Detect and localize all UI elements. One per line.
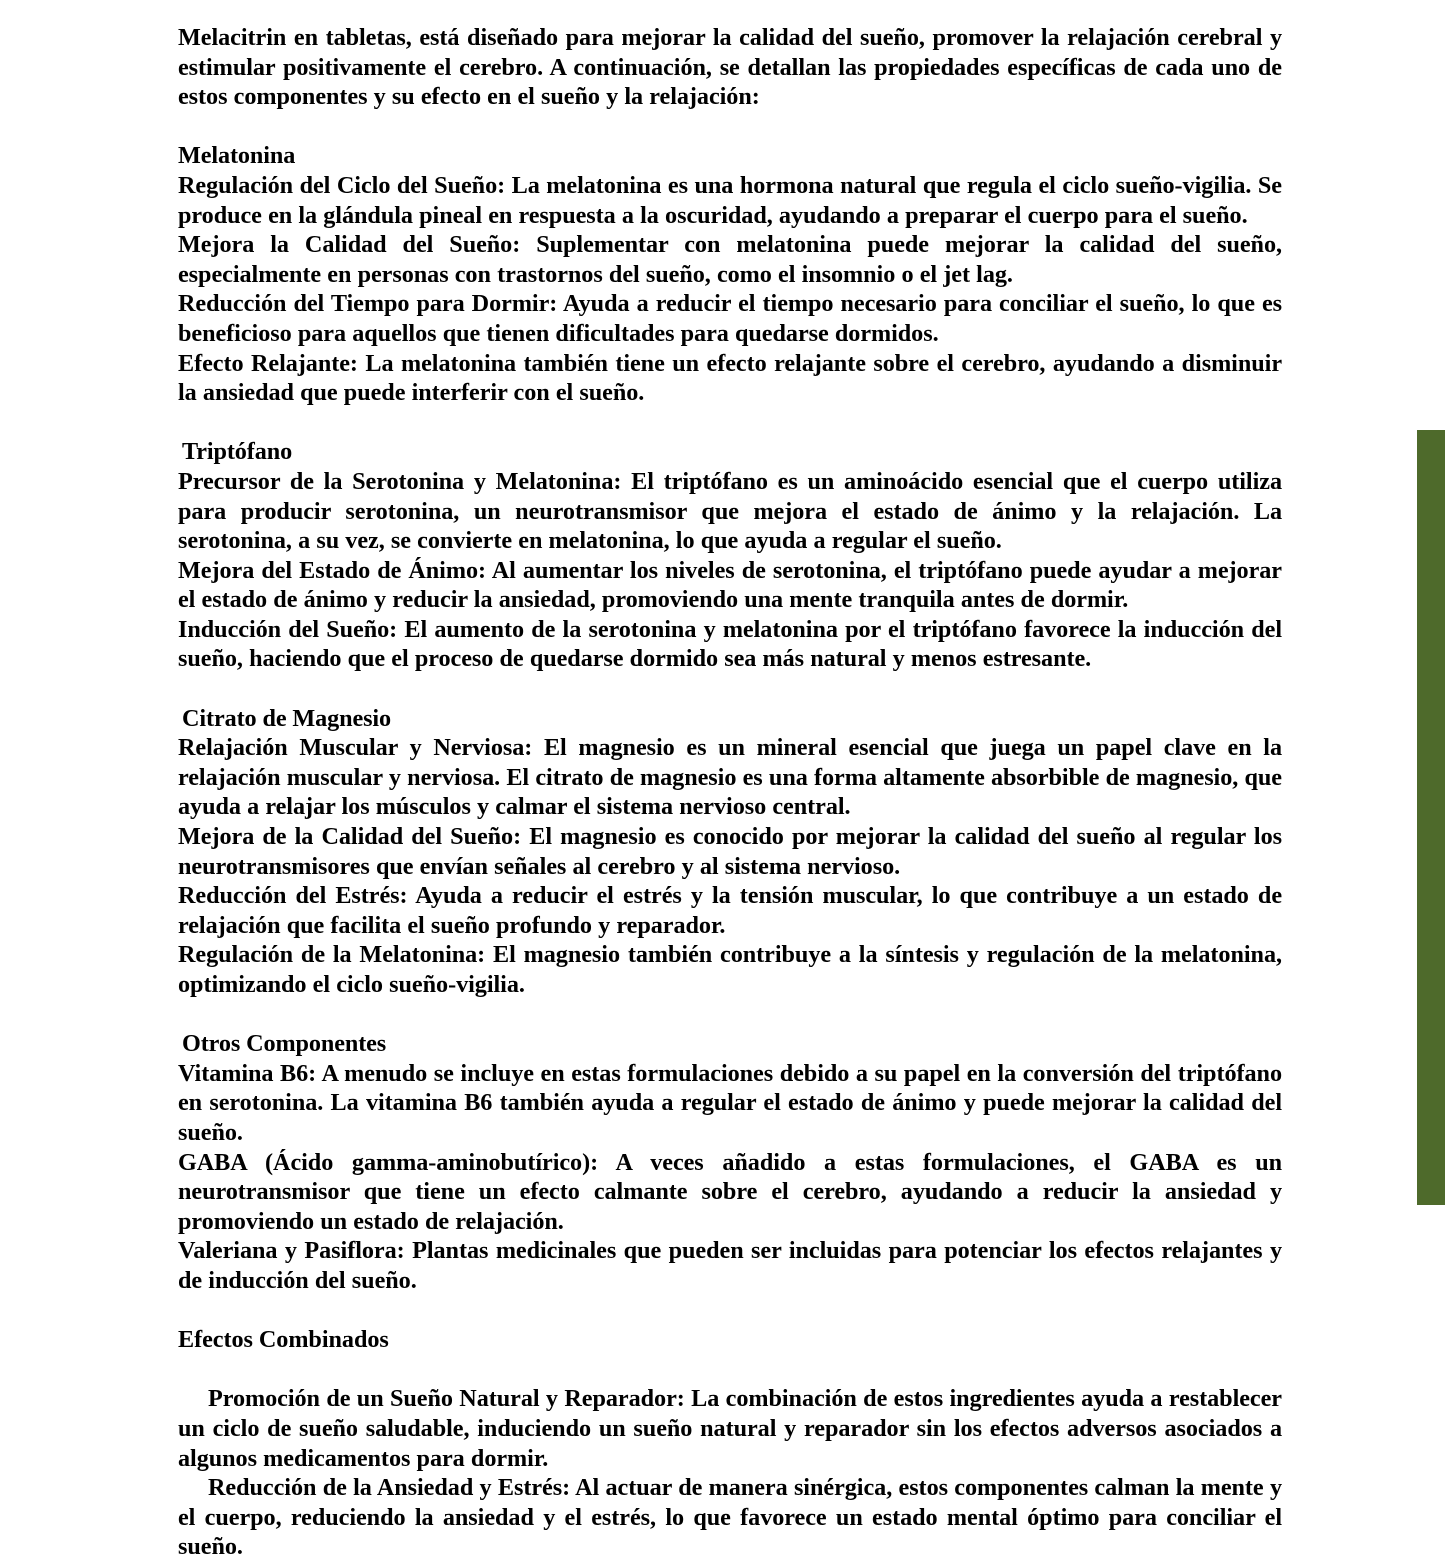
section-paragraph: Efecto Relajante: La melatonina también tiene un efecto relajante sobre el cerebro, ayudando a disminuir la ansiedad que puede interferir con el sueño. [178, 349, 1282, 407]
section-paragraph: Valeriana y Pasiflora: Plantas medicinales que pueden ser incluidas para potenciar los efectos relajantes y de inducción del sueño. [178, 1237, 1282, 1294]
vertical-scrollbar-thumb[interactable] [1417, 430, 1445, 1205]
section-heading-melatonina: Melatonina [178, 142, 296, 170]
section-heading-triptofano: Triptófano [182, 438, 293, 466]
section-paragraph: Regulación de la Melatonina: El magnesio también contribuye a la síntesis y regulación de la melatonina, optimizando el ciclo sueño-vigilia. [178, 941, 1282, 998]
section-paragraph: Mejora del Estado de Ánimo: Al aumentar los niveles de serotonina, el triptófano puede ayudar a mejorar el estado de ánimo y reducir la ansiedad, promoviendo una mente tranquila antes de dormir. [178, 556, 1282, 614]
intro-paragraph: Melacitrin en tabletas, está diseñado para mejorar la calidad del sueño, promover la relajación cerebral y estimular positivamente el cerebro. A continuación, se detallan las propiedades específicas de cada uno de estos componentes y su efecto en el sueño y la relajación: [178, 24, 1282, 111]
section-paragraph: Reducción del Estrés: Ayuda a reducir el estrés y la tensión muscular, lo que contribuye a un estado de relajación que facilita el sueño profundo y reparador. [178, 882, 1282, 939]
spacer [178, 112, 1282, 142]
section-paragraph: Inducción del Sueño: El aumento de la serotonina y melatonina por el triptófano favorece la inducción del sueño, haciendo que el proceso de quedarse dormido sea más natural y menos estresante. [178, 615, 1282, 673]
section-paragraph: Vitamina B6: A menudo se incluye en estas formulaciones debido a su papel en la conversión del triptófano en serotonina. La vitamina B6 también ayuda a regular el estado de ánimo y puede mejorar la calidad del sueño. [178, 1059, 1282, 1146]
section-paragraph: Reducción del Tiempo para Dormir: Ayuda a reducir el tiempo necesario para conciliar el sueño, lo que es beneficioso para aquellos que tienen dificultades para quedarse dormidos. [178, 290, 1282, 347]
spacer [178, 674, 1282, 704]
spacer [178, 1355, 1282, 1385]
spacer [178, 408, 1282, 438]
section-paragraph: Precursor de la Serotonina y Melatonina: El triptófano es un aminoácido esencial que el cuerpo utiliza para producir serotonina, un neurotransmisor que mejora el estado de ánimo y la relajación. La serotonina, a su vez, se convierte en melatonina, lo que ayuda a regular el sueño. [178, 467, 1282, 555]
section-heading-otros-componentes: Otros Componentes [182, 1030, 387, 1058]
section-heading-citrato-de-magnesio: Citrato de Magnesio [182, 704, 392, 732]
section-paragraph: Promoción de un Sueño Natural y Reparador: La combinación de estos ingredientes ayuda a restablecer un ciclo de sueño saludable, induciendo un sueño natural y reparador sin los efectos adversos asociados a algunos medicamentos para dormir. [178, 1385, 1282, 1472]
section-paragraph: GABA (Ácido gamma-aminobutírico): A veces añadido a estas formulaciones, el GABA es un neurotransmisor que tiene un efecto calmante sobre el cerebro, ayudando a reducir la ansiedad y promoviendo un estado de relajación. [178, 1148, 1282, 1235]
spacer [178, 1000, 1282, 1030]
section-paragraph: Reducción de la Ansiedad y Estrés: Al actuar de manera sinérgica, estos componentes calman la mente y el cuerpo, reduciendo la ansiedad y el estrés, lo que favorece un estado mental óptimo para conciliar el sueño. [178, 1474, 1282, 1561]
section-paragraph: Regulación del Ciclo del Sueño: La melatonina es una hormona natural que regula el ciclo sueño-vigilia. Se produce en la glándula pineal en respuesta a la oscuridad, ayudando a preparar el cuerpo para el sueño. [178, 171, 1282, 229]
spacer [178, 1296, 1282, 1326]
section-paragraph: Relajación Muscular y Nerviosa: El magnesio es un mineral esencial que juega un papel clave en la relajación muscular y nerviosa. El citrato de magnesio es una forma altamente absorbible de magnesio, que ayuda a relajar los músculos y calmar el sistema nervioso central. [178, 734, 1282, 821]
document-text-column [178, 23, 1282, 1562]
section-heading-efectos-combinados: Efectos Combinados [178, 1326, 389, 1354]
section-paragraph: Mejora la Calidad del Sueño: Suplementar con melatonina puede mejorar la calidad del sueño, especialmente en personas con trastornos del sueño, como el insomnio o el jet lag. [178, 231, 1282, 288]
section-paragraph: Mejora de la Calidad del Sueño: El magnesio es conocido por mejorar la calidad del sueño al regular los neurotransmisores que envían señales al cerebro y al sistema nervioso. [178, 823, 1282, 880]
